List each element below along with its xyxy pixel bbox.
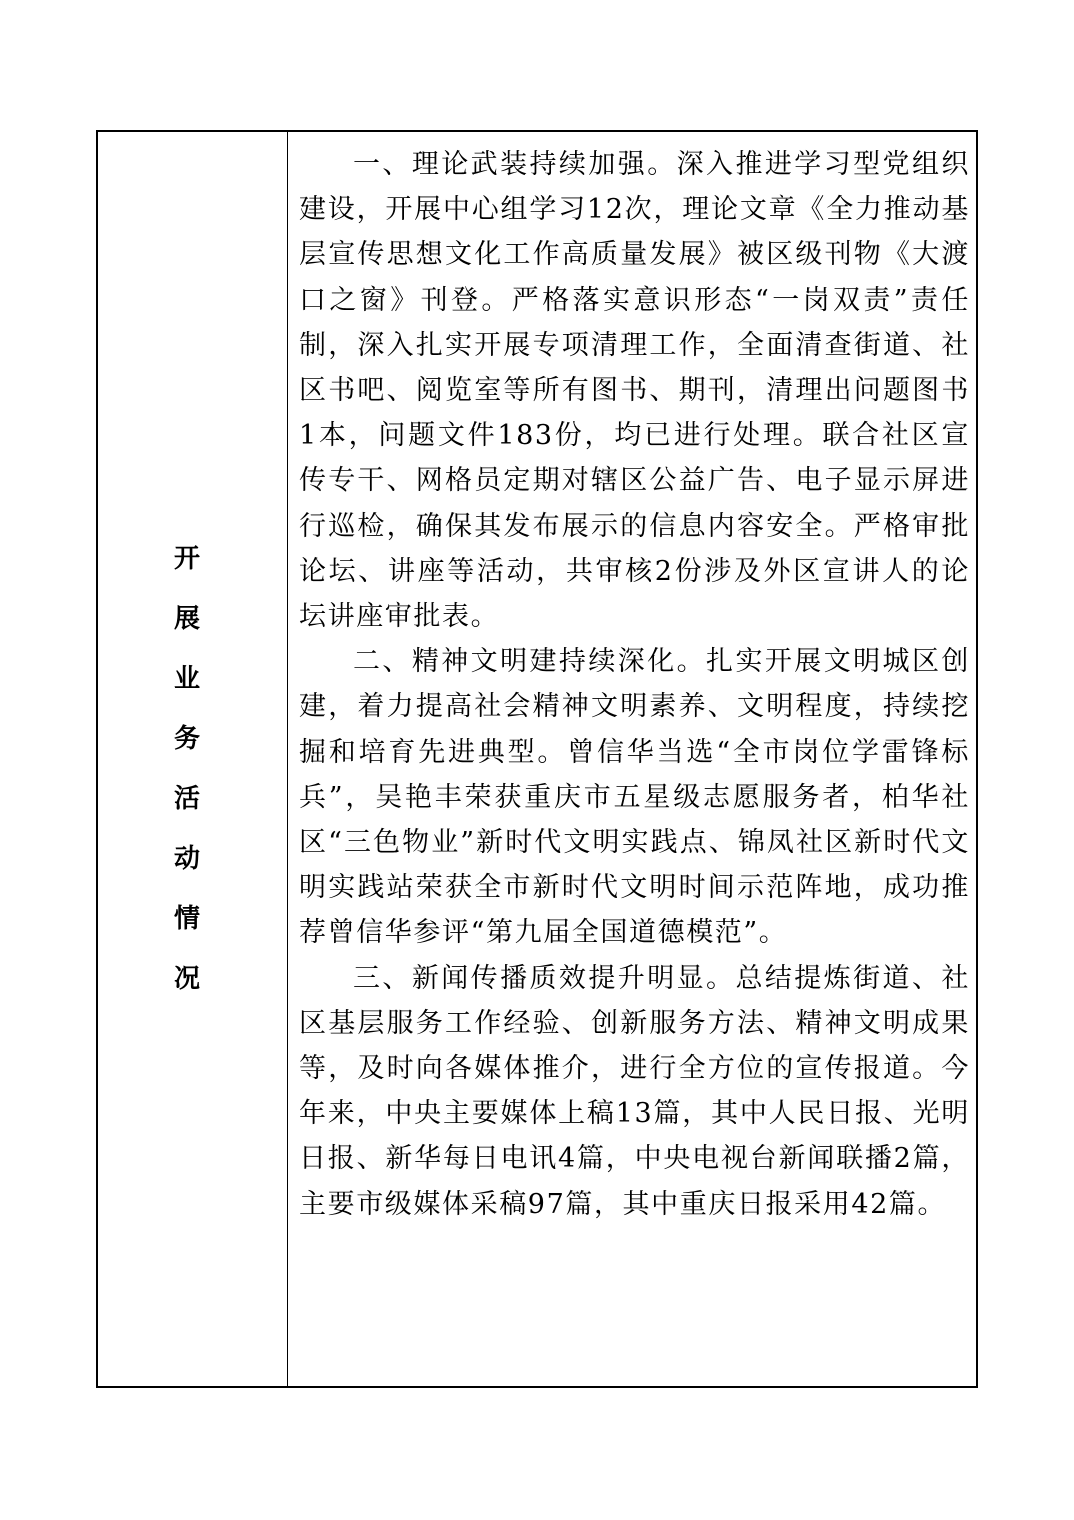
content-cell: [288, 132, 976, 1386]
section-label: 开展业务活动情况: [169, 544, 200, 1024]
label-cell: [98, 132, 288, 1386]
paragraph-civilization: 二、精神文明建持续深化。扎实开展文明城区创建，着力提高社会精神文明素养、文明程度，持续挖掘和培育先进典型。曾信华当选“全市岗位学雷锋标兵”，吴艳丰荣获重庆市五星级志愿服务者，柏华社区“三色物业”新时代文明实践点、锦凤社区新时代文明实践站荣获全市新时代文明时间示范阵地，成功推荐曾信华参评“第九届全国道德模范”。: [299, 646, 970, 949]
paragraph-news: 三、新闻传播质效提升明显。总结提炼街道、社区基层服务工作经验、创新服务方法、精神文明成果等，及时向各媒体推介，进行全方位的宣传报道。今年来，中央主要媒体上稿13篇，其中人民日报、光明日报、新华每日电讯4篇，中央电视台新闻联播2篇，主要市级媒体采稿97篇，其中重庆日报采用42篇。: [299, 962, 970, 1220]
form-table: [96, 130, 978, 1388]
paragraph-theory: 一、理论武装持续加强。深入推进学习型党组织建设，开展中心组学习12次，理论文章《全力推动基层宣传思想文化工作高质量发展》被区级刊物《大渡口之窗》刊登。严格落实意识形态“一岗双责”责任制，深入扎实开展专项清理工作，全面清查街道、社区书吧、阅览室等所有图书、期刊，清理出问题图书1本，问题文件183份，均已进行处理。联合社区宣传专干、网格员定期对辖区公益广告、电子显示屏进行巡检，确保其发布展示的信息内容安全。严格审批论坛、讲座等活动，共审核2份涉及外区宣讲人的论坛讲座审批表。: [299, 149, 970, 633]
